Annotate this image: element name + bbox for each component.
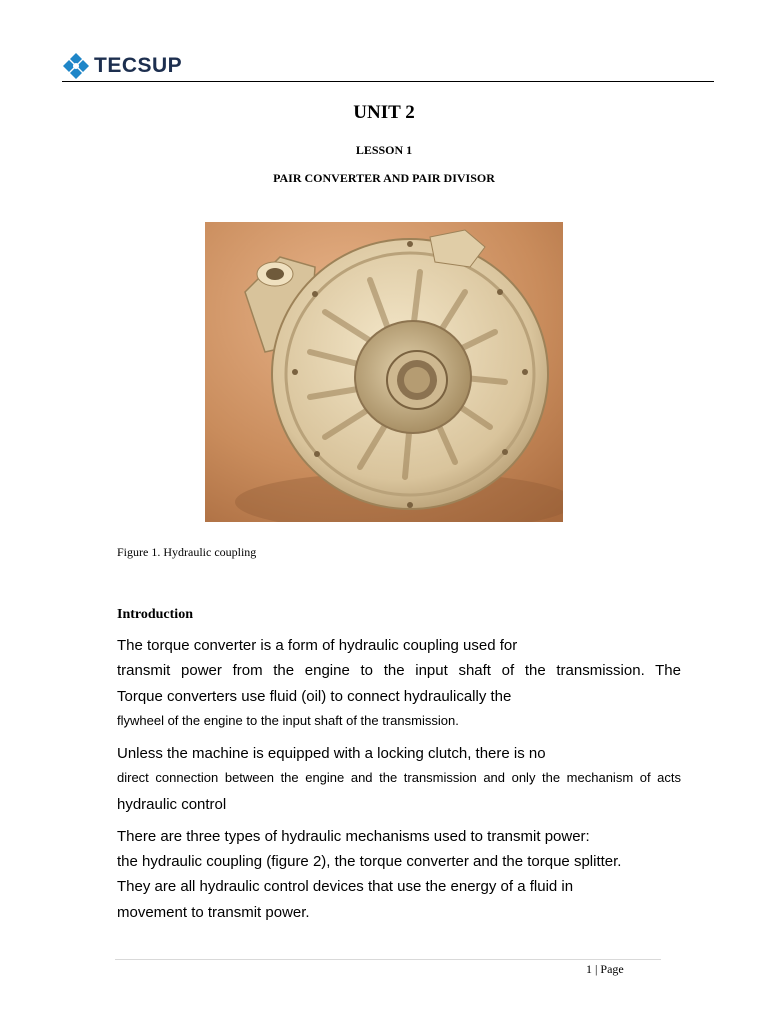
lesson-title: LESSON 1 [355, 143, 413, 157]
tecsup-logo-icon [62, 52, 90, 80]
body-line: transmit power from the engine to the input shaft of the transmission. The [117, 662, 681, 679]
tecsup-logo [62, 52, 182, 80]
body-line: direct connection between the engine and the transmission and only the mechanism of acts [117, 770, 681, 785]
footer-rule [115, 959, 661, 960]
body-line: The torque converter is a form of hydraulic coupling used for [117, 637, 518, 654]
logo-text: TECSUP [94, 54, 183, 77]
body-line: Unless the machine is equipped with a locking clutch, there is no [117, 745, 546, 762]
body-line: There are three types of hydraulic mechanisms used to transmit power: [117, 828, 590, 845]
hydraulic-coupling-photo [205, 222, 563, 522]
body-line: movement to transmit power. [117, 904, 310, 921]
introduction-heading: Introduction [117, 607, 193, 622]
figure-caption: Figure 1. Hydraulic coupling [117, 545, 257, 559]
page-header [62, 50, 714, 82]
body-line: flywheel of the engine to the input shaft of the transmission. [117, 713, 459, 728]
body-line: Torque converters use fluid (oil) to connect hydraulically the [117, 688, 512, 705]
unit-title: UNIT 2 [353, 102, 415, 123]
body-line: hydraulic control [117, 796, 227, 813]
page-number: 1 | Page [586, 962, 624, 976]
body-line: They are all hydraulic control devices that use the energy of a fluid in [117, 878, 574, 895]
lesson-subtitle: PAIR CONVERTER AND PAIR DIVISOR [273, 171, 495, 185]
body-line: the hydraulic coupling (figure 2), the torque converter and the torque splitter. [117, 853, 622, 870]
